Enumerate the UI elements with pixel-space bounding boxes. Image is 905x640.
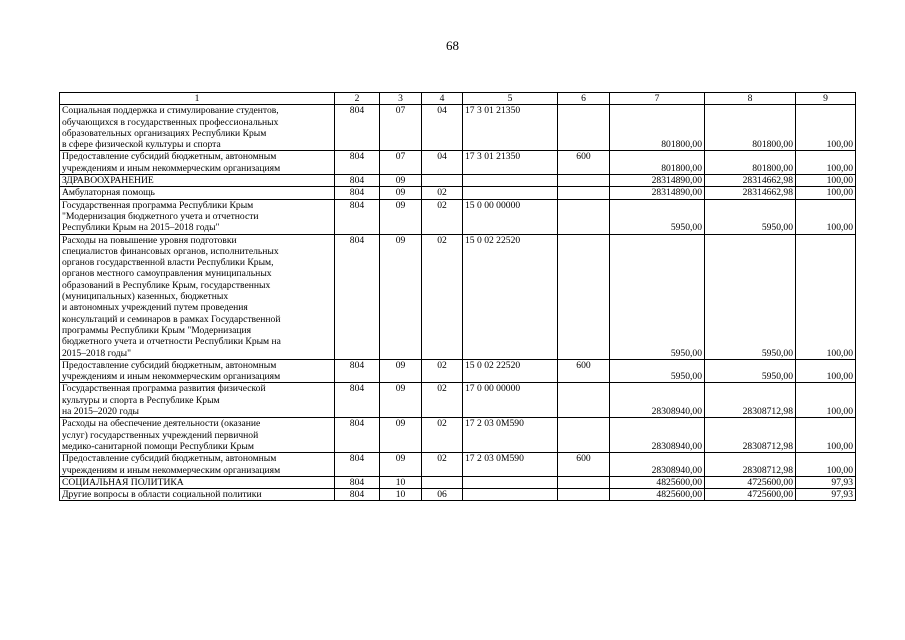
cell-planned: 5950,00 xyxy=(610,359,705,383)
cell-name: ЗДРАВООХРАНЕНИЕ xyxy=(60,175,335,187)
cell-executed: 801800,00 xyxy=(705,105,796,151)
column-header: 4 xyxy=(422,93,463,105)
table-row xyxy=(60,187,856,199)
cell-section: 07 xyxy=(380,151,422,175)
table-row xyxy=(60,476,856,488)
table-row xyxy=(60,234,856,359)
column-header: 5 xyxy=(463,93,558,105)
cell-subsection: 02 xyxy=(422,418,463,453)
cell-percent: 100,00 xyxy=(796,359,856,383)
cell-administrator-code: 804 xyxy=(335,453,380,477)
column-header: 1 xyxy=(60,93,335,105)
cell-planned: 28314890,00 xyxy=(610,175,705,187)
cell-executed: 28314662,98 xyxy=(705,187,796,199)
column-header: 2 xyxy=(335,93,380,105)
cell-executed: 28314662,98 xyxy=(705,175,796,187)
cell-subsection: 02 xyxy=(422,234,463,359)
cell-subsection xyxy=(422,476,463,488)
cell-target-article xyxy=(463,187,558,199)
cell-executed: 5950,00 xyxy=(705,234,796,359)
cell-percent: 100,00 xyxy=(796,187,856,199)
cell-executed: 801800,00 xyxy=(705,151,796,175)
cell-expense-type xyxy=(558,105,610,151)
cell-name: Расходы на обеспечение деятельности (оказание услуг) государственных учреждений первичной медико-санитарной помощи Республики Крым xyxy=(60,418,335,453)
cell-planned: 28314890,00 xyxy=(610,187,705,199)
cell-section: 09 xyxy=(380,234,422,359)
cell-target-article: 17 3 01 21350 xyxy=(463,151,558,175)
cell-section: 09 xyxy=(380,418,422,453)
cell-subsection xyxy=(422,175,463,187)
cell-name: Социальная поддержка и стимулирование студентов, обучающихся в государственных профессиональных образовательных организациях Республики Крым в сфере физической культуры и спорта xyxy=(60,105,335,151)
cell-subsection: 02 xyxy=(422,453,463,477)
cell-planned: 28308940,00 xyxy=(610,383,705,418)
cell-name: СОЦИАЛЬНАЯ ПОЛИТИКА xyxy=(60,476,335,488)
cell-expense-type: 600 xyxy=(558,453,610,477)
cell-section: 10 xyxy=(380,489,422,501)
cell-percent: 100,00 xyxy=(796,199,856,234)
cell-planned: 4825600,00 xyxy=(610,476,705,488)
cell-expense-type xyxy=(558,175,610,187)
cell-administrator-code: 804 xyxy=(335,476,380,488)
cell-planned: 4825600,00 xyxy=(610,489,705,501)
table-row xyxy=(60,199,856,234)
cell-administrator-code: 804 xyxy=(335,105,380,151)
cell-name: Другие вопросы в области социальной политики xyxy=(60,489,335,501)
cell-executed: 28308712,98 xyxy=(705,418,796,453)
cell-target-article xyxy=(463,476,558,488)
column-header: 3 xyxy=(380,93,422,105)
table-row xyxy=(60,489,856,501)
cell-percent: 100,00 xyxy=(796,151,856,175)
cell-target-article: 15 0 00 00000 xyxy=(463,199,558,234)
cell-expense-type xyxy=(558,234,610,359)
cell-name: Амбулаторная помощь xyxy=(60,187,335,199)
cell-percent: 97,93 xyxy=(796,476,856,488)
cell-executed: 4725600,00 xyxy=(705,489,796,501)
header-row xyxy=(60,93,856,105)
table-row xyxy=(60,175,856,187)
table-row xyxy=(60,105,856,151)
cell-section: 09 xyxy=(380,199,422,234)
cell-planned: 5950,00 xyxy=(610,234,705,359)
cell-percent: 100,00 xyxy=(796,105,856,151)
cell-target-article: 17 3 01 21350 xyxy=(463,105,558,151)
cell-expense-type: 600 xyxy=(558,359,610,383)
table-row xyxy=(60,453,856,477)
cell-name: Предоставление субсидий бюджетным, автономным учреждениям и иным некоммерческим организациям xyxy=(60,453,335,477)
cell-administrator-code: 804 xyxy=(335,383,380,418)
cell-planned: 28308940,00 xyxy=(610,453,705,477)
cell-percent: 100,00 xyxy=(796,383,856,418)
cell-target-article: 17 2 03 0М590 xyxy=(463,418,558,453)
page-number: 68 xyxy=(446,38,459,53)
cell-name: Предоставление субсидий бюджетным, автономным учреждениям и иным некоммерческим организациям xyxy=(60,151,335,175)
cell-target-article xyxy=(463,175,558,187)
table-row xyxy=(60,359,856,383)
table-row xyxy=(60,151,856,175)
cell-section: 09 xyxy=(380,187,422,199)
table-row xyxy=(60,418,856,453)
cell-name: Государственная программа Республики Крым "Модернизация бюджетного учета и отчетности Республики Крым на 2015–2018 годы" xyxy=(60,199,335,234)
budget-table xyxy=(59,92,856,501)
cell-name: Предоставление субсидий бюджетным, автономным учреждениям и иным некоммерческим организациям xyxy=(60,359,335,383)
cell-planned: 801800,00 xyxy=(610,151,705,175)
cell-percent: 100,00 xyxy=(796,418,856,453)
cell-executed: 28308712,98 xyxy=(705,383,796,418)
cell-executed: 4725600,00 xyxy=(705,476,796,488)
cell-subsection: 02 xyxy=(422,199,463,234)
cell-subsection: 06 xyxy=(422,489,463,501)
cell-expense-type: 600 xyxy=(558,151,610,175)
cell-administrator-code: 804 xyxy=(335,187,380,199)
cell-expense-type xyxy=(558,476,610,488)
cell-administrator-code: 804 xyxy=(335,359,380,383)
cell-section: 10 xyxy=(380,476,422,488)
cell-expense-type xyxy=(558,199,610,234)
cell-executed: 5950,00 xyxy=(705,359,796,383)
cell-percent: 100,00 xyxy=(796,175,856,187)
table-row xyxy=(60,383,856,418)
cell-percent: 100,00 xyxy=(796,234,856,359)
cell-section: 09 xyxy=(380,383,422,418)
cell-subsection: 02 xyxy=(422,359,463,383)
column-header: 6 xyxy=(558,93,610,105)
cell-subsection: 02 xyxy=(422,383,463,418)
cell-administrator-code: 804 xyxy=(335,489,380,501)
cell-subsection: 04 xyxy=(422,105,463,151)
cell-administrator-code: 804 xyxy=(335,234,380,359)
cell-expense-type xyxy=(558,383,610,418)
cell-section: 09 xyxy=(380,175,422,187)
cell-percent: 100,00 xyxy=(796,453,856,477)
cell-administrator-code: 804 xyxy=(335,199,380,234)
cell-executed: 28308712,98 xyxy=(705,453,796,477)
cell-expense-type xyxy=(558,187,610,199)
cell-subsection: 04 xyxy=(422,151,463,175)
cell-target-article: 17 0 00 00000 xyxy=(463,383,558,418)
cell-section: 09 xyxy=(380,453,422,477)
cell-executed: 5950,00 xyxy=(705,199,796,234)
cell-target-article: 15 0 02 22520 xyxy=(463,359,558,383)
cell-expense-type xyxy=(558,418,610,453)
cell-administrator-code: 804 xyxy=(335,151,380,175)
cell-target-article: 15 0 02 22520 xyxy=(463,234,558,359)
cell-administrator-code: 804 xyxy=(335,175,380,187)
cell-planned: 28308940,00 xyxy=(610,418,705,453)
cell-planned: 801800,00 xyxy=(610,105,705,151)
cell-name: Государственная программа развития физической культуры и спорта в Республике Крым на 2015–2020 годы xyxy=(60,383,335,418)
cell-administrator-code: 804 xyxy=(335,418,380,453)
cell-target-article: 17 2 03 0М590 xyxy=(463,453,558,477)
cell-subsection: 02 xyxy=(422,187,463,199)
cell-target-article xyxy=(463,489,558,501)
column-header: 9 xyxy=(796,93,856,105)
column-header: 7 xyxy=(610,93,705,105)
cell-section: 09 xyxy=(380,359,422,383)
column-header: 8 xyxy=(705,93,796,105)
cell-section: 07 xyxy=(380,105,422,151)
cell-percent: 97,93 xyxy=(796,489,856,501)
cell-planned: 5950,00 xyxy=(610,199,705,234)
cell-expense-type xyxy=(558,489,610,501)
cell-name: Расходы на повышение уровня подготовки специалистов финансовых органов, исполнительных органов государственной власти Республики Крым, органов местного самоуправления муниципальных образований в Республике Крым, государственных (муниципальных) казенных, бюджетных и автономных учреждений путем проведения консультаций и семинаров в рамках Государственной программы Республики Крым "Модернизация бюджетного учета и отчетности Республики Крым на 2015–2018 годы" xyxy=(60,234,335,359)
